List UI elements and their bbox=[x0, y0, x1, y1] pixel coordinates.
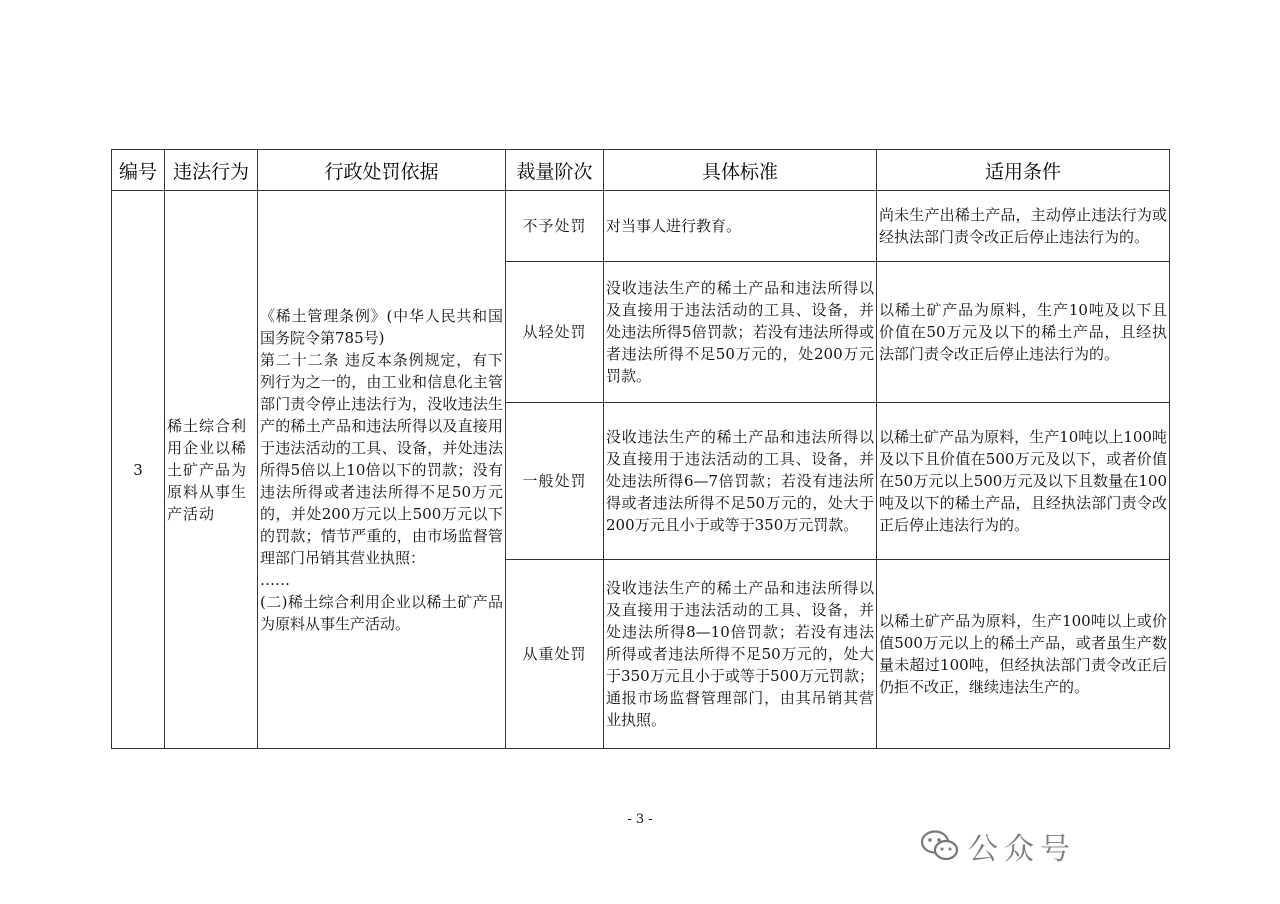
header-standard: 具体标准 bbox=[604, 150, 877, 191]
table-header-row bbox=[112, 150, 1170, 191]
level-cell: 一般处罚 bbox=[506, 403, 604, 560]
condition-cell: 以稀土矿产品为原料，生产10吨及以下且价值在50万元及以下的稀土产品，且经执法部门责令改正后停止违法行为的。 bbox=[877, 262, 1170, 403]
standard-cell: 没收违法生产的稀土产品和违法所得以及直接用于违法活动的工具、设备，并处违法所得5倍罚款；若没有违法所得或者违法所得不足50万元的，处200万元罚款。 bbox=[604, 262, 877, 403]
basis-text: 《稀土管理条例》(中华人民共和国国务院令第785号) 第二十二条 违反本条例规定，有下列行为之一的，由工业和信息化主管部门责令停止违法行为，没收违法生产的稀土产品和违法所得以及直接用于违法活动的工具、设备，并处违法所得5倍以上10倍以下的罚款；没有违法所得或者违法所得不足50万元的，并处200万元以上500万元以下的罚款；情节严重的，由市场监督管理部门吊销其营业执照： …… (二)稀土综合利用企业以稀土矿产品为原料从事生产活动。 bbox=[260, 306, 503, 633]
header-condition: 适用条件 bbox=[877, 150, 1170, 191]
header-number: 编号 bbox=[112, 150, 165, 191]
penalty-standards-table bbox=[111, 149, 1170, 749]
level-cell: 不予处罚 bbox=[506, 191, 604, 262]
header-basis: 行政处罚依据 bbox=[258, 150, 506, 191]
condition-cell: 尚未生产出稀土产品，主动停止违法行为或经执法部门责令改正后停止违法行为的。 bbox=[877, 191, 1170, 262]
standard-cell: 没收违法生产的稀土产品和违法所得以及直接用于违法活动的工具、设备，并处违法所得6—7倍罚款；若没有违法所得或者违法所得不足50万元的，处大于200万元且小于或等于350万元罚款。 bbox=[604, 403, 877, 560]
wechat-icon bbox=[920, 829, 960, 863]
header-violation: 违法行为 bbox=[165, 150, 258, 191]
standard-cell: 没收违法生产的稀土产品和违法所得以及直接用于违法活动的工具、设备，并处违法所得8—10倍罚款；若没有违法所得或者违法所得不足50万元的，处大于350万元且小于或等于500万元罚款；通报市场监督管理部门，由其吊销其营业执照。 bbox=[604, 560, 877, 749]
condition-cell: 以稀土矿产品为原料，生产100吨以上或价值500万元以上的稀土产品，或者虽生产数量未超过100吨，但经执法部门责令改正后仍拒不改正，继续违法生产的。 bbox=[877, 560, 1170, 749]
level-cell: 从轻处罚 bbox=[506, 262, 604, 403]
violation-cell: 稀土综合利用企业以稀土矿产品为原料从事生产活动 bbox=[165, 191, 258, 749]
standard-cell: 对当事人进行教育。 bbox=[604, 191, 877, 262]
row-number: 3 bbox=[112, 191, 165, 749]
condition-cell: 以稀土矿产品为原料，生产10吨以上100吨及以下且价值在500万元及以下，或者价值在50万元以上500万元及以下且数量在100吨及以下的稀土产品，且经执法部门责令改正后停止违法行为的。 bbox=[877, 403, 1170, 560]
basis-cell bbox=[258, 191, 506, 749]
page-number: - 3 - bbox=[627, 812, 653, 827]
level-cell: 从重处罚 bbox=[506, 560, 604, 749]
table-row bbox=[112, 191, 1170, 262]
watermark bbox=[920, 824, 1076, 868]
watermark-text: 公众号 bbox=[968, 832, 1076, 867]
header-level: 裁量阶次 bbox=[506, 150, 604, 191]
